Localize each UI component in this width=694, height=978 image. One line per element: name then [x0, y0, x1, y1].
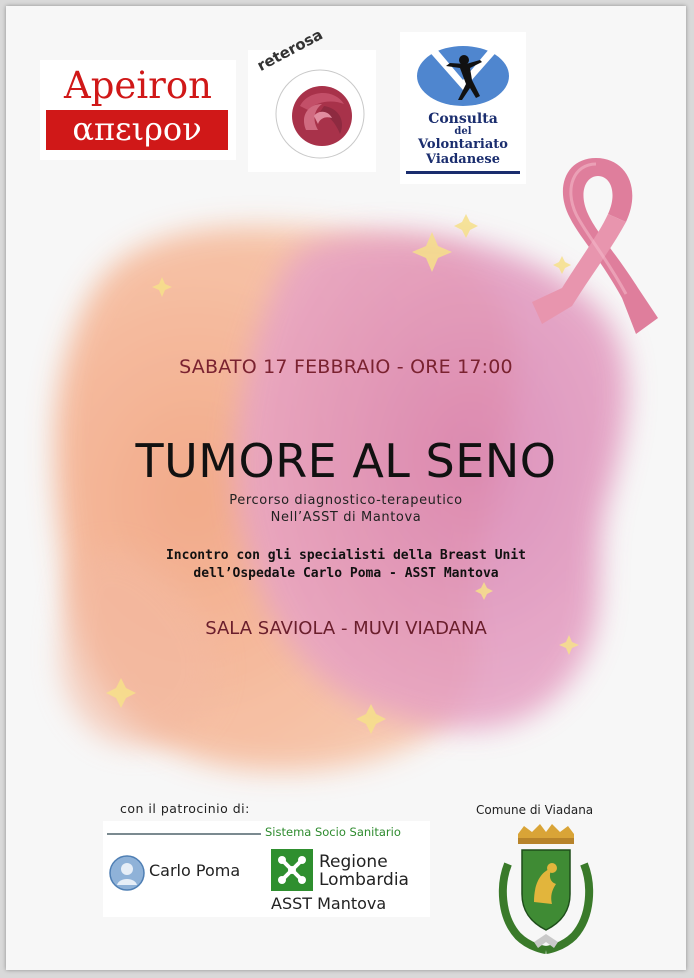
consulta-text	[400, 111, 526, 167]
pink-ribbon-icon	[526, 148, 666, 344]
event-meeting-line2: dell’Ospedale Carlo Poma - ASST Mantova	[193, 566, 499, 581]
patronage-label: con il patrocinio di:	[120, 801, 250, 816]
apeiron-greek-text: απειρον	[46, 110, 228, 150]
regione-line1: Regione	[319, 852, 388, 872]
sponsor-logos	[103, 821, 430, 917]
reterosa-logo	[248, 25, 376, 172]
consulta-underline	[406, 171, 520, 174]
event-meeting-line1: Incontro con gli specialisti della Breast Unit	[165, 548, 527, 563]
poster	[6, 6, 686, 970]
regione-line2: Lombardia	[319, 870, 409, 890]
regione-lombardia-text	[319, 853, 409, 889]
event-title: TUMORE AL SENO	[135, 434, 557, 488]
divider	[107, 833, 261, 835]
carlo-poma-text: Carlo Poma	[149, 861, 241, 880]
consulta-line3: Volontariato	[418, 137, 508, 152]
apeiron-logo	[40, 60, 236, 160]
event-date-time: SABATO 17 FEBBRAIO - ORE 17:00	[179, 356, 513, 378]
regione-lombardia-icon	[271, 849, 313, 891]
consulta-line1: Consulta	[428, 111, 498, 127]
viadana-crest-icon	[494, 824, 598, 954]
sistema-socio-sanitario-text: Sistema Socio Sanitario	[265, 825, 401, 839]
consulta-logo	[400, 32, 526, 184]
event-venue: SALA SAVIOLA - MUVI VIADANA	[205, 618, 487, 639]
apeiron-latin-text: Apeiron	[64, 64, 212, 107]
reterosa-text: reterosa	[254, 25, 326, 75]
volunteer-figure-icon	[400, 32, 526, 112]
consulta-line2: del	[454, 126, 472, 137]
event-subtitle	[6, 492, 686, 526]
carlo-poma-medallion-icon	[109, 855, 145, 891]
consulta-line4: Viadanese	[425, 152, 501, 167]
event-meeting	[6, 547, 686, 583]
event-subtitle-line2: Nell’ASST di Mantova	[270, 510, 422, 525]
asst-mantova-text: ASST Mantova	[271, 894, 387, 913]
event-subtitle-line1: Percorso diagnostico-terapeutico	[229, 493, 463, 508]
comune-label: Comune di Viadana	[476, 803, 594, 817]
